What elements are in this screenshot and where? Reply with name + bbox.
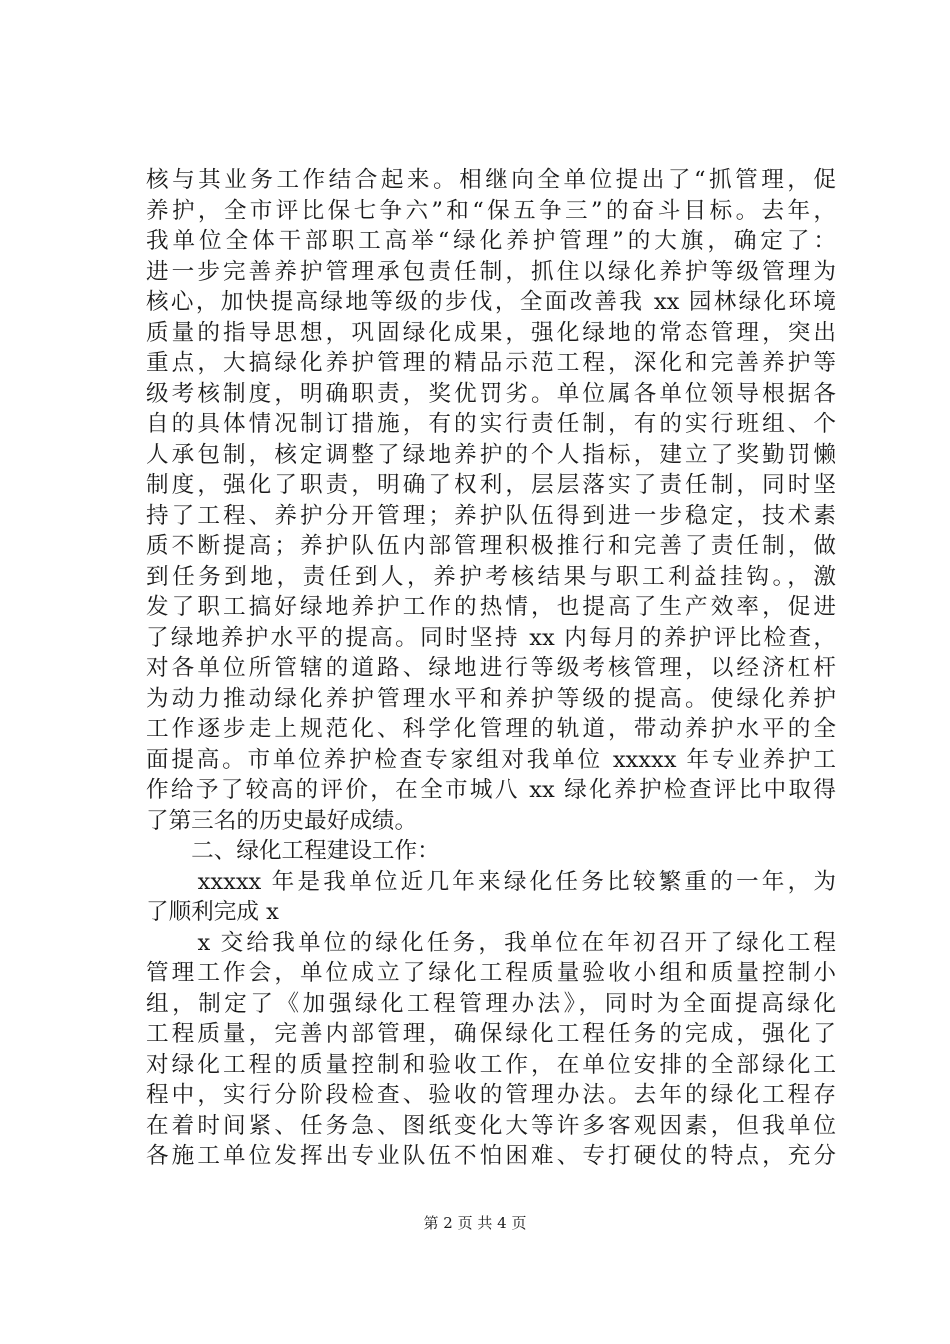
body-line: 重点，大搞绿化养护管理的精品示范工程，深化和完善养护等 — [146, 350, 836, 376]
body-line: 我单位全体干部职工高举“绿化养护管理”的大旗，确定了： — [146, 228, 836, 254]
body-line: 程中，实行分阶段检查、验收的管理办法。去年的绿化工程存 — [146, 1082, 836, 1108]
body-line: 为动力推动绿化养护管理水平和养护等级的提高。使绿化养护 — [146, 685, 836, 712]
body-line: 养护，全市评比保七争六”和“保五争三”的奋斗目标。去年， — [146, 197, 836, 224]
section-heading: 二、绿化工程建设工作： — [146, 838, 440, 864]
body-line: 对各单位所管辖的道路、绿地进行等级考核管理，以经济杠杆 — [146, 655, 836, 681]
body-line: 制度，强化了职责，明确了权利，层层落实了责任制，同时坚 — [146, 472, 836, 498]
body-line: 了顺利完成 x — [146, 899, 279, 925]
body-line: 工作逐步走上规范化、科学化管理的轨道，带动养护水平的全 — [146, 716, 836, 742]
body-line: 工程质量，完善内部管理，确保绿化工程任务的完成，强化了 — [146, 1021, 836, 1047]
body-line: 自的具体情况制订措施，有的实行责任制，有的实行班组、个 — [146, 411, 836, 437]
body-line: x 交给我单位的绿化任务，我单位在年初召开了绿化工程 — [146, 929, 836, 956]
body-line: 发了职工搞好绿地养护工作的热情，也提高了生产效率，促进 — [146, 594, 836, 620]
body-line: 各施工单位发挥出专业队伍不怕困难、专打硬仗的特点，充分 — [146, 1143, 836, 1169]
body-line: 核心，加快提高绿地等级的步伐，全面改善我 xx 园林绿化环境 — [146, 289, 836, 315]
body-line: 持了工程、养护分开管理；养护队伍得到进一步稳定，技术素 — [146, 502, 836, 529]
body-line: 组，制定了《加强绿化工程管理办法》，同时为全面提高绿化 — [146, 990, 836, 1017]
body-line: 面提高。市单位养护检查专家组对我单位 xxxxx 年专业养护工 — [146, 746, 836, 773]
body-line: 了绿地养护水平的提高。同时坚持 xx 内每月的养护评比检查， — [146, 624, 836, 651]
body-line: 进一步完善养护管理承包责任制，抓住以绿化养护等级管理为 — [146, 258, 836, 285]
body-line: 管理工作会，单位成立了绿化工程质量验收小组和质量控制小 — [146, 960, 836, 986]
body-line: 在着时间紧、任务急、图纸变化大等许多客观因素，但我单位 — [146, 1112, 836, 1139]
body-line: 质量的指导思想，巩固绿化成果，强化绿地的常态管理，突出 — [146, 319, 836, 346]
body-line: 核与其业务工作结合起来。相继向全单位提出了“抓管理，促 — [146, 167, 836, 193]
body-line: 级考核制度，明确职责，奖优罚劣。单位属各单位领导根据各 — [146, 380, 836, 407]
body-line: xxxxx 年是我单位近几年来绿化任务比较繁重的一年，为 — [146, 868, 836, 895]
body-line: 作给予了较高的评价，在全市城八 xx 绿化养护检查评比中取得 — [146, 777, 836, 803]
body-line: 人承包制，核定调整了绿地养护的个人指标，建立了奖勤罚懒 — [146, 441, 836, 468]
page-number-footer: 第 2 页 共 4 页 — [423, 1214, 527, 1232]
body-line: 质不断提高；养护队伍内部管理积极推行和完善了责任制，做 — [146, 533, 836, 559]
body-line: 对绿化工程的质量控制和验收工作，在单位安排的全部绿化工 — [146, 1051, 836, 1078]
body-line: 到任务到地，责任到人，养护考核结果与职工利益挂钩。，激 — [146, 563, 836, 590]
body-line: 了第三名的历史最好成绩。 — [146, 807, 418, 834]
